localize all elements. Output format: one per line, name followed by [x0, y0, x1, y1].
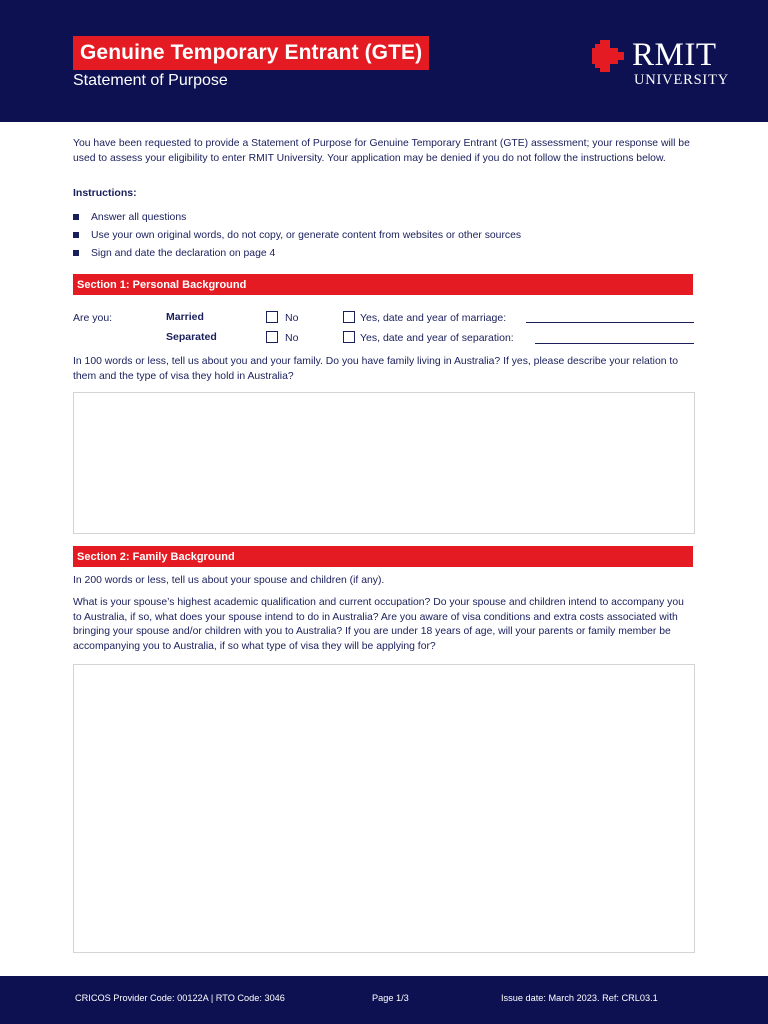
rmit-pixel-mark-icon	[592, 40, 626, 72]
married-no-label: No	[285, 312, 299, 324]
are-you-label: Are you:	[73, 312, 113, 324]
section-2-header: Section 2: Family Background	[73, 546, 693, 567]
instructions-heading: Instructions:	[73, 187, 137, 199]
provider-codes: CRICOS Provider Code: 00122A | RTO Code: 3046	[75, 993, 285, 1003]
page-footer	[0, 976, 768, 1024]
section-1-answer-box[interactable]	[73, 392, 695, 534]
married-yes-checkbox[interactable]	[343, 311, 355, 323]
bullet-icon	[73, 250, 79, 256]
page-number: Page 1/3	[372, 993, 409, 1003]
separation-date-field[interactable]	[535, 343, 694, 344]
bullet-icon	[73, 214, 79, 220]
instructions-list	[73, 208, 521, 262]
separated-yes-checkbox[interactable]	[343, 331, 355, 343]
page-title: Genuine Temporary Entrant (GTE)	[80, 41, 423, 64]
section-1-question: In 100 words or less, tell us about you and your family. Do you have family living in Australia? If yes, please describe your relation to them and the type of visa they hold in Australia?	[73, 356, 679, 382]
logo-wordmark: RMIT	[632, 37, 717, 73]
title-banner	[73, 36, 429, 70]
section-1-header: Section 1: Personal Background	[73, 274, 693, 295]
list-item: Answer all questions	[73, 208, 521, 226]
bullet-icon	[73, 232, 79, 238]
page-header	[0, 0, 768, 122]
page-subtitle: Statement of Purpose	[73, 72, 228, 89]
separated-no-label: No	[285, 332, 299, 344]
married-label: Married	[166, 311, 204, 323]
list-item: Sign and date the declaration on page 4	[73, 244, 521, 262]
section-2-question-2: What is your spouse’s highest academic qualification and current occupation? Do your spouse and children intend to accompany you to Australia, if so, what does your spouse intend to do in Australia? Are you aware of visa conditions and extra costs associated with bringing your spouse and/or children with you to Australia? If you are under 18 years of age, will your parents or family member be accompanying you to Australia, if so what type of visa they will be applying for?	[73, 597, 684, 652]
section-2-answer-box[interactable]	[73, 664, 695, 953]
issue-date: Issue date: March 2023. Ref: CRL03.1	[501, 993, 658, 1003]
separated-no-checkbox[interactable]	[266, 331, 278, 343]
married-no-checkbox[interactable]	[266, 311, 278, 323]
rmit-logo	[592, 38, 742, 94]
marriage-date-field[interactable]	[526, 322, 694, 323]
separated-label: Separated	[166, 331, 217, 343]
separated-yes-label: Yes, date and year of separation:	[360, 332, 514, 344]
logo-subtext: UNIVERSITY	[634, 72, 729, 88]
intro-paragraph: You have been requested to provide a Statement of Purpose for Genuine Temporary Entrant (GTE) assessment; your response will be used to assess your eligibility to enter RMIT University. Your application may be denied if you do not follow the instructions below.	[73, 138, 690, 164]
list-item: Use your own original words, do not copy, or generate content from websites or other sources	[73, 226, 521, 244]
section-2-question-1: In 200 words or less, tell us about your spouse and children (if any).	[73, 575, 385, 586]
married-yes-label: Yes, date and year of marriage:	[360, 312, 507, 324]
